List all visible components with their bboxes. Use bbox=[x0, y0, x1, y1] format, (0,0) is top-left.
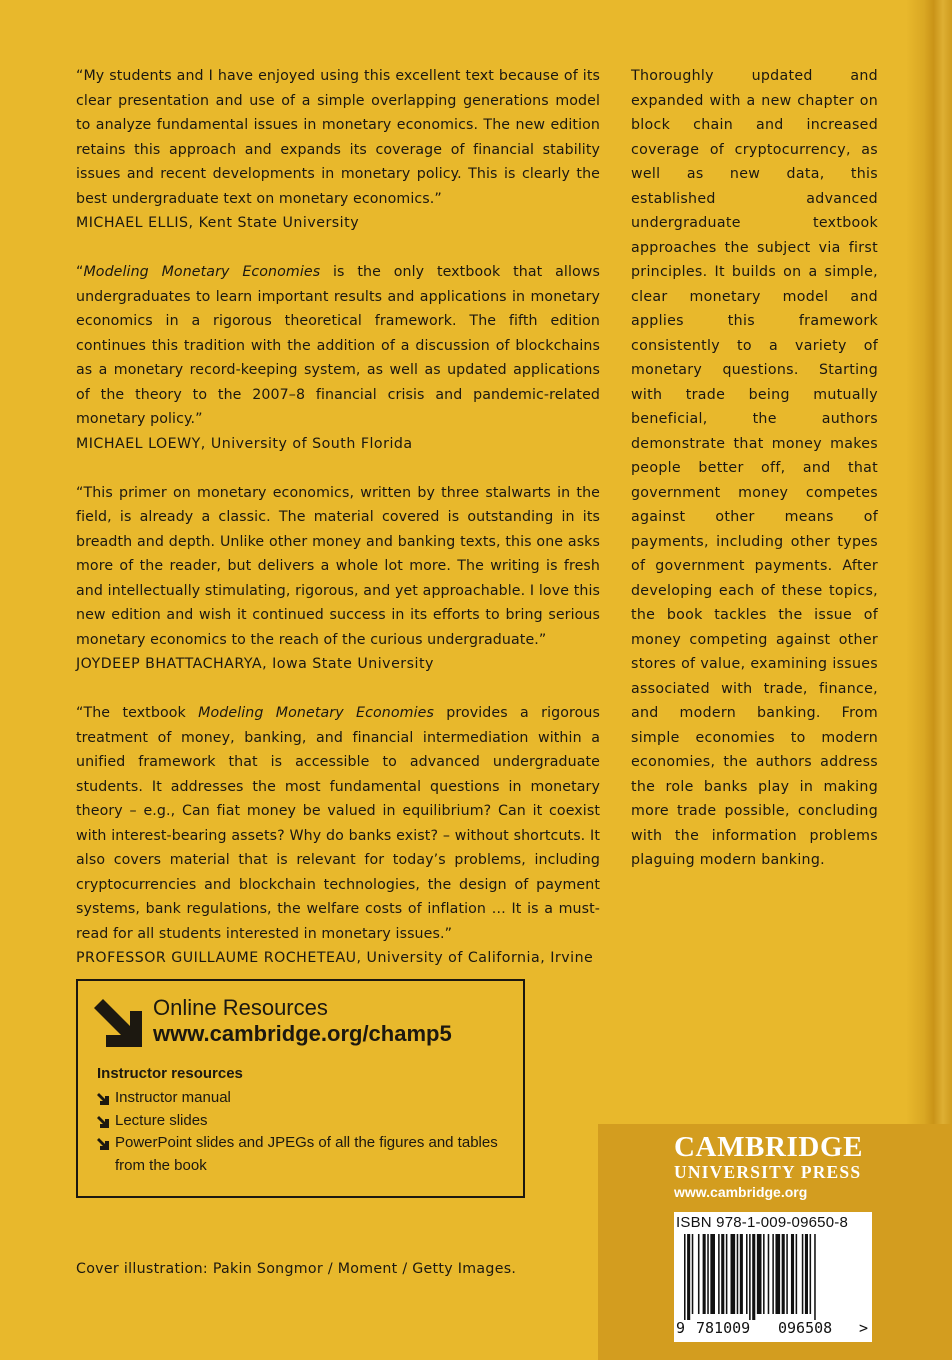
barcode-bar bbox=[782, 1234, 785, 1314]
barcode-bar bbox=[768, 1234, 770, 1314]
barcode-bar bbox=[721, 1234, 724, 1314]
quote-text: “This primer on monetary economics, written by three stalwarts in the field, is already a classic. The material covered is outstanding in its breadth and depth. Unlike other money and banking texts, this one asks more of the reader, but delivers a whole lot more. The writing is fresh and intellectually stimulating, rigorous, and yet approachable. I love this new edition and wish it continued success in its efforts to bring serious monetary economics to the reach of the curious undergraduate.” bbox=[76, 484, 600, 648]
barcode-bar bbox=[791, 1234, 794, 1314]
book-title: Modeling Monetary Economies bbox=[198, 705, 434, 721]
barcode-bar bbox=[763, 1234, 765, 1314]
barcode-bar bbox=[698, 1234, 700, 1314]
publisher-website[interactable]: www.cambridge.org bbox=[674, 1184, 808, 1200]
online-resources-box bbox=[76, 979, 525, 1198]
instructor-resources-title: Instructor resources bbox=[97, 1065, 243, 1082]
barcode-bar bbox=[707, 1234, 709, 1314]
small-arrow-down-right-icon bbox=[97, 1093, 109, 1105]
book-description: Thoroughly updated and expanded with a new chapter on block chain and increased coverage of cryptocurrency, as well as new data, this established advanced undergraduate textbook approaches the subject via first principles. It builds on a simple, clear monetary model and applies this framework consistently to a variety of monetary questions. Starting with trade being mutually beneficial, the authors demonstrate that money makes people better off, and that government money competes against other means of payments, including other types of government payments. After developing each of these topics, the book tackles the issue of money competing against other stores of value, examining issues associated with trade, finance, and modern banking. From simple economies to modern economies, the authors address the role banks play in making more trade possible, concluding with the information problems plaguing modern banking. bbox=[631, 68, 878, 868]
barcode-bar bbox=[737, 1234, 739, 1314]
barcode-right-digits: 096508 bbox=[778, 1319, 833, 1337]
small-arrow-down-right-icon bbox=[97, 1138, 109, 1150]
barcode-bar bbox=[802, 1234, 804, 1314]
barcode-bar bbox=[740, 1234, 743, 1314]
barcode-bar bbox=[746, 1234, 748, 1314]
barcode-bar bbox=[749, 1234, 751, 1320]
barcode-bar bbox=[805, 1234, 808, 1314]
barcode-bar bbox=[752, 1234, 755, 1320]
list-item: PowerPoint slides and JPEGs of all the figures and tables from the book bbox=[97, 1132, 517, 1177]
barcode-quiet-mark: > bbox=[859, 1319, 869, 1337]
quote-text: “My students and I have enjoyed using this excellent text because of its clear presentation and use of a simple overlapping generations model to analyze fundamental issues in monetary economics. The new edition retains this approach and expands its coverage of financial stability issues and recent developments in monetary policy. This is clearly the best undergraduate text on monetary economics.” bbox=[76, 68, 600, 207]
list-item: Lecture slides bbox=[97, 1110, 517, 1133]
endorsement-quote bbox=[76, 260, 600, 456]
publisher-subname: UNIVERSITY PRESS bbox=[674, 1162, 862, 1182]
barcode-bar bbox=[775, 1234, 780, 1314]
barcode-bar bbox=[692, 1234, 694, 1314]
barcode-bar bbox=[684, 1234, 686, 1320]
endorsements bbox=[76, 64, 600, 995]
isbn-label: ISBN 978-1-009-09650-8 bbox=[676, 1214, 849, 1231]
endorsement-quote bbox=[76, 701, 600, 971]
isbn-barcode bbox=[674, 1212, 872, 1342]
barcode-bar bbox=[810, 1234, 812, 1314]
arrow-down-right-icon bbox=[94, 999, 142, 1047]
quote-text: “Modeling Monetary Economies is the only textbook that allows undergraduates to learn important results and applications in monetary economics in a rigorous theoretical framework. The fifth edition continues this tradition with the addition of a discussion of blockchains as a monetary record-keeping system, as well as updated applications of the theory to the 2007–8 financial crisis and pandemic-related monetary policy.” bbox=[76, 264, 600, 427]
cover-credit: Cover illustration: Pakin Songmor / Moment / Getty Images. bbox=[76, 1261, 517, 1277]
endorsement-quote bbox=[76, 481, 600, 677]
barcode-bar bbox=[786, 1234, 788, 1314]
publisher-box bbox=[598, 1124, 952, 1360]
barcode-bar bbox=[796, 1234, 798, 1314]
barcode-bars bbox=[684, 1234, 864, 1320]
publisher-logo bbox=[674, 1132, 879, 1182]
barcode-prefix-digit: 9 bbox=[676, 1319, 686, 1337]
resources-title: Online Resources bbox=[153, 995, 328, 1020]
barcode-left-digits: 781009 bbox=[696, 1319, 751, 1337]
list-item: Instructor manual bbox=[97, 1087, 517, 1110]
barcode-bar bbox=[814, 1234, 816, 1320]
small-arrow-down-right-icon bbox=[97, 1116, 109, 1128]
quote-text: “The textbook Modeling Monetary Economies provides a rigorous treatment of money, banking, and financial intermediation within a unified framework that is accessible to advanced undergraduate students. It addresses the most fundamental questions in monetary theory – e.g., Can fiat money be valued in equilibrium? Can it coexist with interest-bearing assets? Why do banks exist? – without shortcuts. It also covers material that is relevant for today’s problems, including cryptocurrencies and blockchain technologies, the design of payment systems, bank regulations, the welfare costs of inflation … It is a must-read for all students interested in monetary issues.” bbox=[76, 705, 600, 942]
quote-attribution: MICHAEL LOEWY, University of South Florida bbox=[76, 435, 413, 452]
barcode-bar bbox=[710, 1234, 715, 1314]
barcode-bar bbox=[757, 1234, 762, 1314]
barcode-bar bbox=[718, 1234, 720, 1314]
publisher-name: CAMBRIDGE bbox=[674, 1131, 864, 1163]
barcode-bar bbox=[687, 1234, 690, 1320]
resources-heading bbox=[153, 995, 452, 1047]
resources-url[interactable]: www.cambridge.org/champ5 bbox=[153, 1021, 452, 1046]
barcode-bar bbox=[731, 1234, 736, 1314]
quote-attribution: PROFESSOR GUILLAUME ROCHETEAU, University of California, Irvine bbox=[76, 950, 594, 966]
barcode-bar bbox=[772, 1234, 774, 1314]
book-title: Modeling Monetary Economies bbox=[83, 264, 321, 280]
barcode-bar bbox=[726, 1234, 728, 1314]
quote-attribution: MICHAEL ELLIS, Kent State University bbox=[76, 215, 360, 231]
endorsement-quote bbox=[76, 64, 600, 236]
barcode-bar bbox=[703, 1234, 706, 1314]
instructor-resources-list bbox=[97, 1087, 517, 1177]
quote-attribution: JOYDEEP BHATTACHARYA, Iowa State University bbox=[76, 656, 434, 672]
